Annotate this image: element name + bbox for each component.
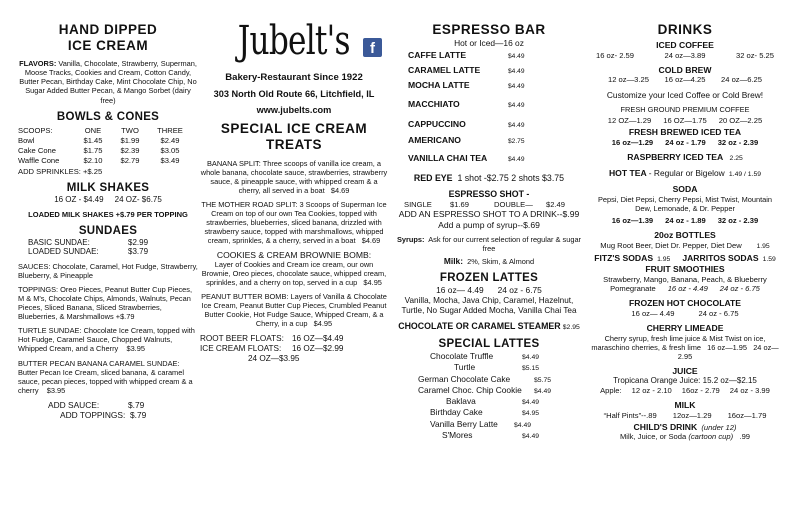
limeade-desc: Cherry syrup, fresh lime juice & Mist Twist on ice, maraschino cherries, & fresh lime xyxy=(591,333,766,352)
latte-name: Birthday Cake xyxy=(430,407,483,418)
special-lattes-list xyxy=(394,351,584,441)
childs-title: CHILD'S DRINK xyxy=(633,421,698,432)
add-sauce-label: ADD SAUCE: xyxy=(48,399,100,410)
table-row xyxy=(18,156,190,166)
milk-desc: 2%, Skim, & Almond xyxy=(467,257,535,267)
steamer-row xyxy=(394,321,584,332)
espresso-title: ESPRESSO BAR xyxy=(432,22,546,37)
espresso-list xyxy=(394,50,584,171)
waffle-cone-label: Waffle Cone xyxy=(18,156,60,166)
hot-choc-prices xyxy=(590,309,780,318)
add-shot: ADD AN ESPRESSO SHOT TO A DRINK--$.99 xyxy=(398,209,580,220)
iced-coffee-24: 24 oz—3.89 xyxy=(664,50,706,60)
brownie-price: $4.95 xyxy=(363,278,382,288)
smoothies-prices xyxy=(590,284,780,293)
iced-tea-title: FRESH BREWED ICED TEA xyxy=(628,127,742,138)
ice-cream-floats-16: 16 OZ—$2.99 xyxy=(292,343,344,353)
ice-cream-title-2: ICE CREAM xyxy=(67,38,149,54)
frozen-lattes-title: FROZEN LATTES xyxy=(439,272,539,285)
pb-bomb-desc: PEANUT BUTTER BOMB: Layers of Vanilla & Chocolate Ice Cream, Peanut Butter Cup Pieces, Crumbled Peanut Butter Cookie, Hot Fudge Sauce, Whipped Cream, & a Cherry, in a cup xyxy=(201,292,387,329)
fitz-price: 1.95 xyxy=(657,256,671,264)
latte-price: $5.15 xyxy=(522,365,540,373)
butter-pecan-price: $3.95 xyxy=(46,385,66,395)
raspberry-row xyxy=(590,152,780,163)
childs-price: .99 xyxy=(739,432,751,442)
waffle-cone-two: $2.79 xyxy=(120,156,140,166)
childs-desc: Milk, Juice, or Soda xyxy=(619,432,687,442)
shot-prices-row xyxy=(394,200,584,209)
shakes-16: 16 OZ - $4.49 xyxy=(54,194,104,204)
hot-tea-price: 1.49 / 1.59 xyxy=(728,171,762,179)
bowls-title: BOWLS & CONES xyxy=(56,110,160,123)
hot-tea-row xyxy=(590,168,780,179)
add-toppings-row xyxy=(18,410,198,420)
hot-choc-title: FROZEN HOT CHOCOLATE xyxy=(628,298,742,309)
drink-name: VANILLA CHAI TEA xyxy=(408,153,488,164)
fitz-jarritos-row xyxy=(590,253,780,264)
drink-name: CARAMEL LATTE xyxy=(408,65,481,76)
latte-price: $4.49 xyxy=(522,432,540,440)
iced-tea-32: 32 oz - 2.39 xyxy=(717,137,759,147)
steamer-label: CHOCOLATE OR CARAMEL STEAMER xyxy=(398,320,561,331)
special-title-1: SPECIAL ICE CREAM xyxy=(220,121,368,137)
bowls-header-one: ONE xyxy=(84,125,102,135)
pb-bomb xyxy=(200,292,388,328)
single-price: $1.69 xyxy=(450,199,470,209)
bottles-title: 20oz BOTTLES xyxy=(654,230,716,241)
juice-title: JUICE xyxy=(672,365,698,376)
cold-brew-prices xyxy=(590,75,780,84)
milk-16: 16oz—1.79 xyxy=(727,410,767,420)
list-item xyxy=(408,135,548,153)
bowls-header-three: THREE xyxy=(157,125,183,135)
root-beer-price: 16 OZ—$4.49 xyxy=(292,333,344,343)
pomegranate-label: Pomegranate xyxy=(610,284,656,294)
bottles-list: Mug Root Beer, Diet Dr. Pepper, Diet Dew xyxy=(600,240,742,250)
ice-cream-floats-24: 24 OZ—$3.95 xyxy=(248,353,300,363)
limeade-16: 16 oz—1.95 xyxy=(707,342,748,352)
double-label: DOUBLE— xyxy=(494,199,533,209)
bowls-table xyxy=(18,126,190,167)
hot-tea-label: HOT TEA xyxy=(608,168,647,179)
latte-price: $4.95 xyxy=(522,410,540,418)
soda-16: 16 oz—1.39 xyxy=(611,216,654,226)
soda-list: Pepsi, Diet Pepsi, Cherry Pepsi, Mist Twist, Mountain Dew, Lemonade, & Dr. Pepper xyxy=(597,194,773,213)
bowl-one: $1.45 xyxy=(83,135,103,145)
list-item xyxy=(430,396,584,407)
syrups-label: Syrups: xyxy=(396,235,425,245)
treats-column xyxy=(200,0,388,518)
steamer-price: $2.95 xyxy=(562,323,580,331)
bowl-three: $2.49 xyxy=(160,135,180,145)
latte-price: $4.49 xyxy=(522,353,540,361)
syrups-text xyxy=(394,235,584,253)
drink-price: $4.49 xyxy=(508,83,525,91)
brownie-bomb xyxy=(200,260,388,287)
espresso-subtitle: Hot or Iced—16 oz xyxy=(454,38,524,49)
cold-brew-16: 16 oz—4.25 xyxy=(664,75,706,85)
root-beer-row xyxy=(200,334,388,344)
cake-cone-one: $1.75 xyxy=(83,146,103,156)
latte-name: Baklava xyxy=(446,396,476,407)
milk-title: MILK xyxy=(674,400,696,411)
espresso-column xyxy=(394,0,584,518)
iced-coffee-32: 32 oz- 5.25 xyxy=(735,50,774,60)
frozen-lattes-24: 24 oz - 6.75 xyxy=(497,285,542,296)
fresh-ground-title: FRESH GROUND PREMIUM COFFEE xyxy=(620,104,750,114)
add-toppings-label: ADD TOPPINGS: xyxy=(60,409,126,420)
bowls-header-row xyxy=(18,126,190,136)
frozen-flavors: Vanilla, Mocha, Java Chip, Caramel, Hazelnut, Turtle, No Sugar Added Mocha, Vanilla Chai Tea xyxy=(401,295,577,315)
drink-price: $4.49 xyxy=(508,122,525,130)
hot-choc-24: 24 oz - 6.75 xyxy=(698,308,739,318)
waffle-cone-three: $3.49 xyxy=(160,156,180,166)
drink-name: MOCHA LATTE xyxy=(408,80,470,91)
cold-brew-12: 12 oz—3.25 xyxy=(608,75,649,85)
childs-cup: (cartoon cup) xyxy=(688,432,734,442)
add-sauce-row xyxy=(18,400,198,410)
bowl-two: $1.99 xyxy=(120,135,140,145)
add-sprinkles: ADD SPRINKLES: +$.25 xyxy=(18,166,103,176)
milk-12: 12oz—1.29 xyxy=(672,410,712,420)
apple-24: 24 oz - 3.99 xyxy=(729,385,770,395)
turtle-sundae-price: $3.95 xyxy=(126,344,145,354)
bowls-header-scoops: SCOOPS: xyxy=(18,125,53,135)
milk-row xyxy=(590,411,780,420)
milk-label: Milk: xyxy=(443,256,463,267)
latte-name: S'Mores xyxy=(442,429,473,440)
bottles-row xyxy=(590,241,780,251)
soda-24: 24 oz - 1.89 xyxy=(665,216,706,226)
fresh-12: 12 OZ—1.29 xyxy=(607,115,652,125)
ice-cream-floats-row xyxy=(200,344,388,354)
sundaes-title: SUNDAES xyxy=(78,224,138,237)
soda-title: SODA xyxy=(672,184,698,195)
latte-price: $4.49 xyxy=(534,387,552,395)
drink-price: $2.75 xyxy=(508,138,525,146)
double-price: $2.49 xyxy=(546,199,566,209)
drink-name: MACCHIATO xyxy=(408,99,460,110)
apple-16: 16oz - 2.79 xyxy=(681,385,720,395)
loaded-sundae-label: LOADED SUNDAE: xyxy=(28,247,99,257)
drink-name: CAFFE LATTE xyxy=(408,50,467,61)
brownie-desc: Layer of Cookies and Cream ice cream, our own Brownie, Oreo pieces, chocolate sauce, whipped cream, sprinkles, and a cherry on top, served in a cup xyxy=(201,260,387,288)
list-item xyxy=(430,407,584,418)
fresh-20: 20 OZ—2.25 xyxy=(718,115,763,125)
special-lattes-title: SPECIAL LATTES xyxy=(438,337,540,350)
jarritos-label: JARRITOS SODAS xyxy=(682,253,759,264)
jarritos-price: 1.59 xyxy=(762,256,776,264)
cake-cone-two: $2.39 xyxy=(120,146,140,156)
brownie-title: COOKIES & CREAM BROWNIE BOMB: xyxy=(216,249,372,260)
flavors-label: FLAVORS: xyxy=(19,59,57,69)
mother-road-split xyxy=(200,200,388,245)
ice-cream-floats-label: ICE CREAM FLOATS: xyxy=(200,343,282,353)
ice-cream-title-1: HAND DIPPED xyxy=(58,22,158,37)
special-title-2: TREATS xyxy=(266,137,322,153)
syrups-desc: Ask for our current selection of regular & sugar free xyxy=(428,235,582,254)
limeade-title: CHERRY LIMEADE xyxy=(646,323,724,334)
list-item xyxy=(408,99,548,119)
hot-tea-options: - Regular or Bigelow xyxy=(648,168,725,179)
add-sauce-price: $.79 xyxy=(128,399,145,410)
latte-name: Caramel Choc. Chip Cookie xyxy=(418,384,522,395)
limeade-row xyxy=(590,334,780,361)
drink-price: $4.49 xyxy=(508,68,525,76)
cake-cone-three: $3.05 xyxy=(160,146,180,156)
banana-split-price: $4.69 xyxy=(330,185,350,195)
childs-title-row xyxy=(590,422,780,432)
root-beer-label: ROOT BEER FLOATS: xyxy=(200,333,284,343)
bowl-label: Bowl xyxy=(18,135,35,145)
list-item xyxy=(408,80,548,99)
latte-name: Chocolate Truffle xyxy=(430,350,494,361)
tagline: Bakery-Restaurant Since 1922 xyxy=(225,72,363,83)
mother-road-price: $4.69 xyxy=(361,235,381,245)
drink-price: $4.49 xyxy=(508,53,525,61)
childs-row xyxy=(590,432,780,441)
butter-pecan-sundae xyxy=(18,359,198,395)
drink-price: $4.49 xyxy=(508,102,525,110)
latte-name: Turtle xyxy=(454,362,476,373)
milk-text xyxy=(394,256,584,266)
bottles-price: 1.95 xyxy=(756,242,770,250)
list-item xyxy=(418,384,584,396)
list-item xyxy=(408,50,548,65)
list-item xyxy=(430,419,584,430)
frozen-lattes-16: 16 oz— 4.49 xyxy=(436,285,484,296)
drinks-title: DRINKS xyxy=(657,22,713,37)
iced-tea-16: 16 oz—1.29 xyxy=(611,137,654,147)
list-item xyxy=(430,362,584,373)
red-eye-label: RED EYE xyxy=(413,173,453,184)
apple-label: Apple: xyxy=(600,385,622,395)
latte-price: $5.75 xyxy=(534,376,552,384)
ice-cream-column xyxy=(18,0,198,518)
single-label: SINGLE xyxy=(404,199,432,209)
list-item xyxy=(408,119,548,135)
table-row xyxy=(18,136,190,146)
list-item xyxy=(430,351,584,362)
soda-32: 32 oz - 2.39 xyxy=(717,216,759,226)
basic-sundae-row xyxy=(18,238,198,248)
add-syrup: Add a pump of syrup--$.69 xyxy=(438,219,540,230)
list-item xyxy=(408,65,548,80)
red-eye-prices: 1 shot -$2.75 2 shots $3.75 xyxy=(457,173,565,184)
latte-price: $4.49 xyxy=(514,421,532,429)
iced-tea-prices xyxy=(590,138,780,147)
logo-text: Jubelt's xyxy=(238,18,350,64)
website-link[interactable]: www.jubelts.com xyxy=(256,104,332,115)
shakes-prices xyxy=(18,195,198,205)
fitz-label: FITZ'S SODAS xyxy=(594,253,654,264)
iced-coffee-16: 16 oz- 2.59 xyxy=(596,50,634,60)
fresh-16: 16 OZ—1.75 xyxy=(663,115,707,125)
half-pints: “Half Pints”--.89 xyxy=(603,410,657,420)
facebook-icon[interactable]: f xyxy=(363,38,382,57)
apple-12: 12 oz - 2.10 xyxy=(631,385,672,395)
cold-brew-24: 24 oz—6.25 xyxy=(721,75,762,85)
cake-cone-label: Cake Cone xyxy=(18,146,56,156)
iced-tea-24: 24 oz - 1.79 xyxy=(665,137,706,147)
banana-split xyxy=(200,159,388,195)
sauces-text: SAUCES: Chocolate, Caramel, Hot Fudge, Strawberry, Blueberry, & Pineapple xyxy=(18,262,198,281)
butter-pecan-desc: BUTTER PECAN BANANA CARAMEL SUNDAE: Butter Pecan Ice Cream, sliced banana, & caramel sauce, pecan pieces, topped with whipped cream & a cherry xyxy=(18,358,193,395)
childs-under: (under 12) xyxy=(701,422,737,432)
soda-prices xyxy=(590,216,780,225)
flavors-list: Vanilla, Chocolate, Strawberry, Superman, Moose Tracks, Cookies and Cream, Cotton Candy, Butter Pecan, Birthday Cake, Mint Chocolate Chip, No Sugar Added Butter Pecan, & Mango Sorbet (dairy free) xyxy=(19,59,197,105)
basic-sundae-price: $2.99 xyxy=(128,237,149,247)
pb-bomb-price: $4.95 xyxy=(313,319,333,329)
smoothies-16: 16 oz - 4.49 xyxy=(667,284,708,294)
latte-price: $4.49 xyxy=(522,399,540,407)
hot-choc-16: 16 oz— 4.49 xyxy=(631,308,675,318)
bowls-header-two: TWO xyxy=(121,125,139,135)
drinks-column xyxy=(590,0,780,518)
tropicana: Tropicana Orange Juice: 15.2 oz—$2.15 xyxy=(613,376,757,386)
list-item xyxy=(430,430,584,441)
add-toppings-price: $.79 xyxy=(130,409,147,420)
list-item xyxy=(408,153,548,171)
raspberry-label: RASPBERRY ICED TEA xyxy=(627,151,724,162)
iced-coffee-title: ICED COFFEE xyxy=(656,40,714,51)
customize-text: Customize your Iced Coffee or Cold Brew! xyxy=(606,89,764,100)
limeade-24: 24 oz—2.95 xyxy=(677,342,779,361)
flavors-text xyxy=(18,59,198,104)
frozen-lattes-prices xyxy=(394,285,584,295)
drink-price: $4.49 xyxy=(508,156,525,164)
shakes-24: 24 OZ- $6.75 xyxy=(114,194,162,204)
shakes-title: MILK SHAKES xyxy=(66,181,150,194)
latte-name: Vanilla Berry Latte xyxy=(430,418,498,429)
toppings-text: TOPPINGS: Oreo Pieces, Peanut Butter Cup Pieces, M & M's, Chocolate Chips, Almonds, Walnuts, Pecan Pieces, Sliced Banana, Sliced Strawberries, Blueberries, & Marshmallows +$.79 xyxy=(18,285,193,322)
drink-name: AMERICANO xyxy=(408,135,461,146)
smoothies-title: FRUIT SMOOTHIES xyxy=(645,264,725,275)
fresh-ground-prices xyxy=(590,116,780,125)
mother-road-desc: THE MOTHER ROAD SPLIT: 3 Scoops of Superman Ice Cream on top of our own Tea Cookies, topped with strawberries, blueberries, sliced banana, drizzled with strawberry sauce, topped with marshmallows, whipped cream, sprinkles, & a cherry, served in a boat xyxy=(201,199,387,245)
loaded-sundae-price: $3.79 xyxy=(128,247,149,257)
basic-sundae-label: BASIC SUNDAE: xyxy=(28,237,90,247)
turtle-sundae xyxy=(18,326,198,353)
red-eye-row xyxy=(394,173,584,184)
iced-coffee-prices xyxy=(590,51,780,60)
apple-row xyxy=(590,386,780,395)
smoothies-24: 24 oz - 6.75 xyxy=(719,284,760,294)
list-item xyxy=(418,373,584,385)
jubelts-logo xyxy=(200,12,388,70)
loaded-sundae-row xyxy=(18,247,198,257)
raspberry-price: 2.25 xyxy=(729,154,743,162)
smoothies-list: Strawberry, Mango, Banana, Peach, & Blueberry xyxy=(603,274,767,284)
waffle-cone-one: $2.10 xyxy=(83,156,103,166)
espresso-shot-title: ESPRESSO SHOT - xyxy=(448,189,530,200)
turtle-sundae-desc: TURTLE SUNDAE: Chocolate Ice Cream, topped with Hot Fudge, Caramel Sauce, Chopped Walnuts, Whipped Cream, and a Cherry xyxy=(18,326,195,354)
cold-brew-title: COLD BREW xyxy=(658,64,712,75)
latte-name: German Chocolate Cake xyxy=(418,373,511,384)
drink-name: CAPPUCCINO xyxy=(408,119,466,130)
loaded-shakes: LOADED MILK SHAKES +$.79 PER TOPPING xyxy=(28,209,188,219)
banana-split-desc: BANANA SPLIT: Three scoops of vanilla ice cream, a whole banana, chocolate sauce, strawberries, strawberry sauce, & pineapple sauce, with whipped cream & a cherry, all served in a boat xyxy=(200,158,388,195)
address: 303 North Old Route 66, Litchfield, IL xyxy=(213,88,375,99)
table-row xyxy=(18,146,190,156)
